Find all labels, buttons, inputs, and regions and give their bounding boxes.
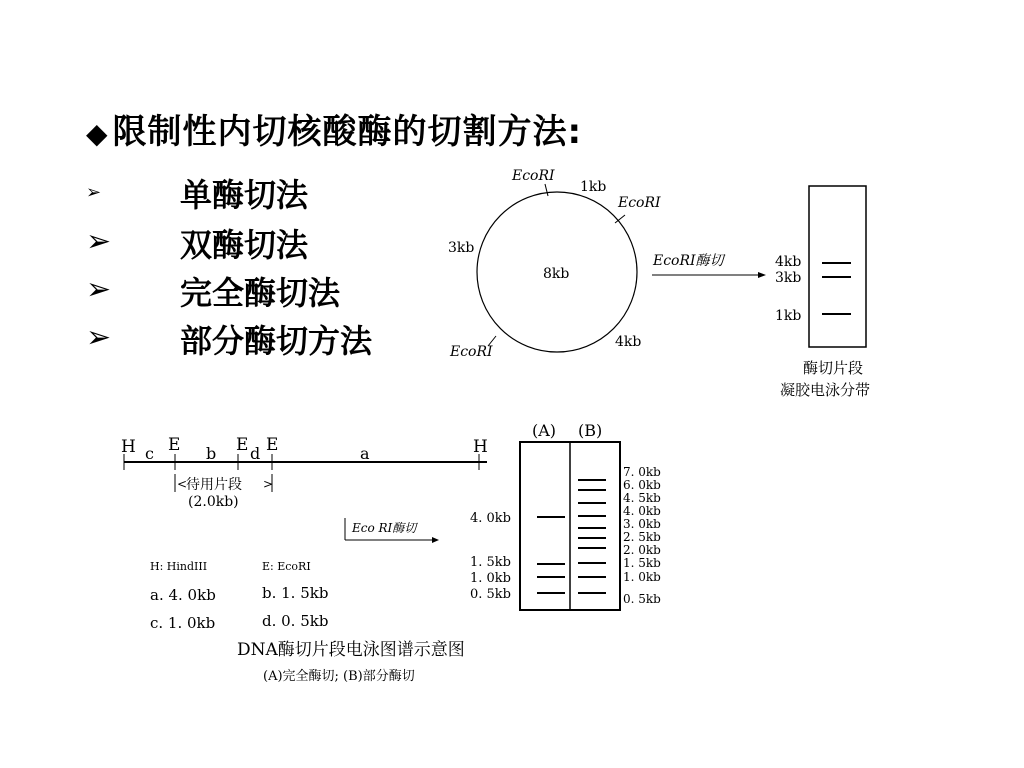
legend-item: b. 1. 5kb (262, 584, 329, 602)
legend-item: a. 4. 0kb (150, 586, 216, 604)
arrow-bullet-icon: ➢ (86, 272, 112, 307)
caption-line: 凝胶电泳分带 (780, 381, 871, 399)
gel-marker: 1. 5kb (470, 555, 512, 570)
caption-line: 酶切片段 (803, 359, 864, 377)
list-item-text: 部分酶切方法 (180, 322, 373, 360)
arrow-bullet-icon: ➢ (86, 320, 112, 355)
legend-item: c. 1. 0kb (150, 614, 216, 632)
gel-marker: 1. 0kb (623, 570, 661, 584)
list-item-text: 单酶切法 (180, 176, 309, 214)
map-label: b (206, 444, 217, 463)
bracket-arrow-right-icon: > (263, 477, 274, 491)
gel-marker: 4. 0kb (623, 504, 661, 518)
fragment-label: 4kb (615, 334, 642, 350)
map-label: c (145, 444, 154, 463)
diamond-bullet-icon: ◆ (86, 117, 109, 150)
bracket-arrow-left-icon: < (177, 477, 188, 491)
arrow-label: Eco RI酶切 (352, 521, 417, 535)
gel-marker: 4kb (775, 254, 802, 270)
site-label: EcoRI (618, 195, 661, 211)
gel-marker: 3. 0kb (623, 517, 661, 531)
map-label: a (360, 444, 370, 463)
gel-marker: 2. 0kb (623, 543, 661, 557)
legend-item: H: HindIII (150, 560, 208, 573)
site-label: EcoRI (512, 168, 555, 184)
gel-marker: 3kb (775, 270, 802, 286)
gel-marker: 4. 0kb (470, 511, 512, 526)
gel-marker: 0. 5kb (623, 592, 661, 606)
gel-marker: 4. 5kb (623, 491, 661, 505)
fragment-label: 1kb (580, 179, 607, 195)
arrow-bullet-icon: ➢ (86, 224, 112, 259)
arrow-label: EcoRI酶切 (653, 253, 724, 269)
lane-label: (A) (532, 421, 557, 440)
gel-marker: 2. 5kb (623, 530, 661, 544)
legend-item: d. 0. 5kb (262, 612, 329, 630)
plasmid-size-label: 8kb (543, 266, 570, 282)
gel-marker: 1kb (775, 308, 802, 324)
fragment-label: 3kb (448, 240, 475, 256)
map-label: E (266, 435, 279, 455)
gel-marker: 7. 0kb (623, 465, 661, 479)
figure-caption: DNA酶切片段电泳图谱示意图 (237, 640, 465, 660)
gel-marker: 1. 0kb (470, 571, 512, 586)
map-label: d (250, 444, 261, 463)
bracket-size: (2.0kb) (188, 494, 239, 510)
map-label: H (121, 437, 136, 457)
title-text: 限制性内切核酸酶的切割方法: (112, 112, 583, 152)
gel-marker: 6. 0kb (623, 478, 661, 492)
list-item-text: 双酶切法 (180, 226, 309, 264)
arrow-bullet-icon: ➢ (86, 182, 102, 203)
bracket-label: 待用片段 (186, 477, 242, 493)
map-label: E (168, 435, 181, 455)
figure-subcaption: (A)完全酶切; (B)部分酶切 (263, 669, 415, 684)
gel-marker: 1. 5kb (623, 556, 661, 570)
site-label: EcoRI (450, 344, 493, 360)
map-label: H (473, 437, 488, 457)
legend-item: E: EcoRI (262, 560, 311, 573)
list-item-text: 完全酶切法 (180, 274, 341, 312)
lane-label: (B) (578, 421, 603, 440)
map-label: E (236, 435, 249, 455)
gel-marker: 0. 5kb (470, 587, 512, 602)
arrow-head-icon (432, 537, 439, 543)
